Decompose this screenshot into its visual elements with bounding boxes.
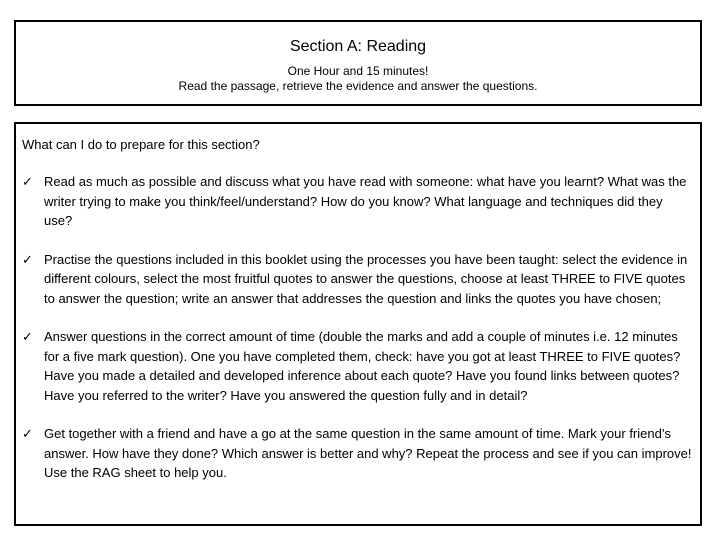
check-icon: ✓ <box>22 174 33 189</box>
section-instructions: Read the passage, retrieve the evidence and answer the questions. <box>178 79 538 93</box>
list-item-text: Get together with a friend and have a go at the same question in the same amount of time. Mark your friend’s answer. How have they done? Which answer is better and why? Repeat the process and see if you can improve! Use the RAG sheet to help you. <box>44 426 692 480</box>
check-icon: ✓ <box>22 426 33 441</box>
list-item <box>22 172 692 231</box>
list-item <box>22 327 692 405</box>
preparation-heading: What can I do to prepare for this section? <box>22 137 260 152</box>
time-allowance: One Hour and 15 minutes! <box>287 64 429 78</box>
section-header-box <box>14 20 702 106</box>
check-icon: ✓ <box>22 251 33 267</box>
list-item <box>22 424 692 483</box>
list-item-text: Read as much as possible and discuss what you have read with someone: what have you learnt? What was the writer trying to make you think/feel/understand? How do you know? What language and techniques did they use? <box>44 174 687 228</box>
check-icon: ✓ <box>22 329 33 344</box>
list-item <box>22 250 692 309</box>
list-item-text: Practise the questions included in this booklet using the processes you have been taught: select the evidence in different colours, select the most fruitful quotes to answer the questions, choose at least THREE to FIVE quotes to answer the question; write an answer that addresses the question and links the quotes you have chosen; <box>44 251 688 306</box>
section-title: Section A: Reading <box>289 38 427 55</box>
preparation-box <box>14 122 702 526</box>
list-item-text: Answer questions in the correct amount of time (double the marks and add a couple of minutes i.e. 12 minutes for a five mark question). One you have completed them, check: have you got at least THREE to FIVE quotes? Have you made a detailed and developed inference about each quote? Have you found links between quotes? Have you referred to the writer? Have you answered the question fully and in detail? <box>44 329 681 403</box>
preparation-list <box>22 172 692 502</box>
